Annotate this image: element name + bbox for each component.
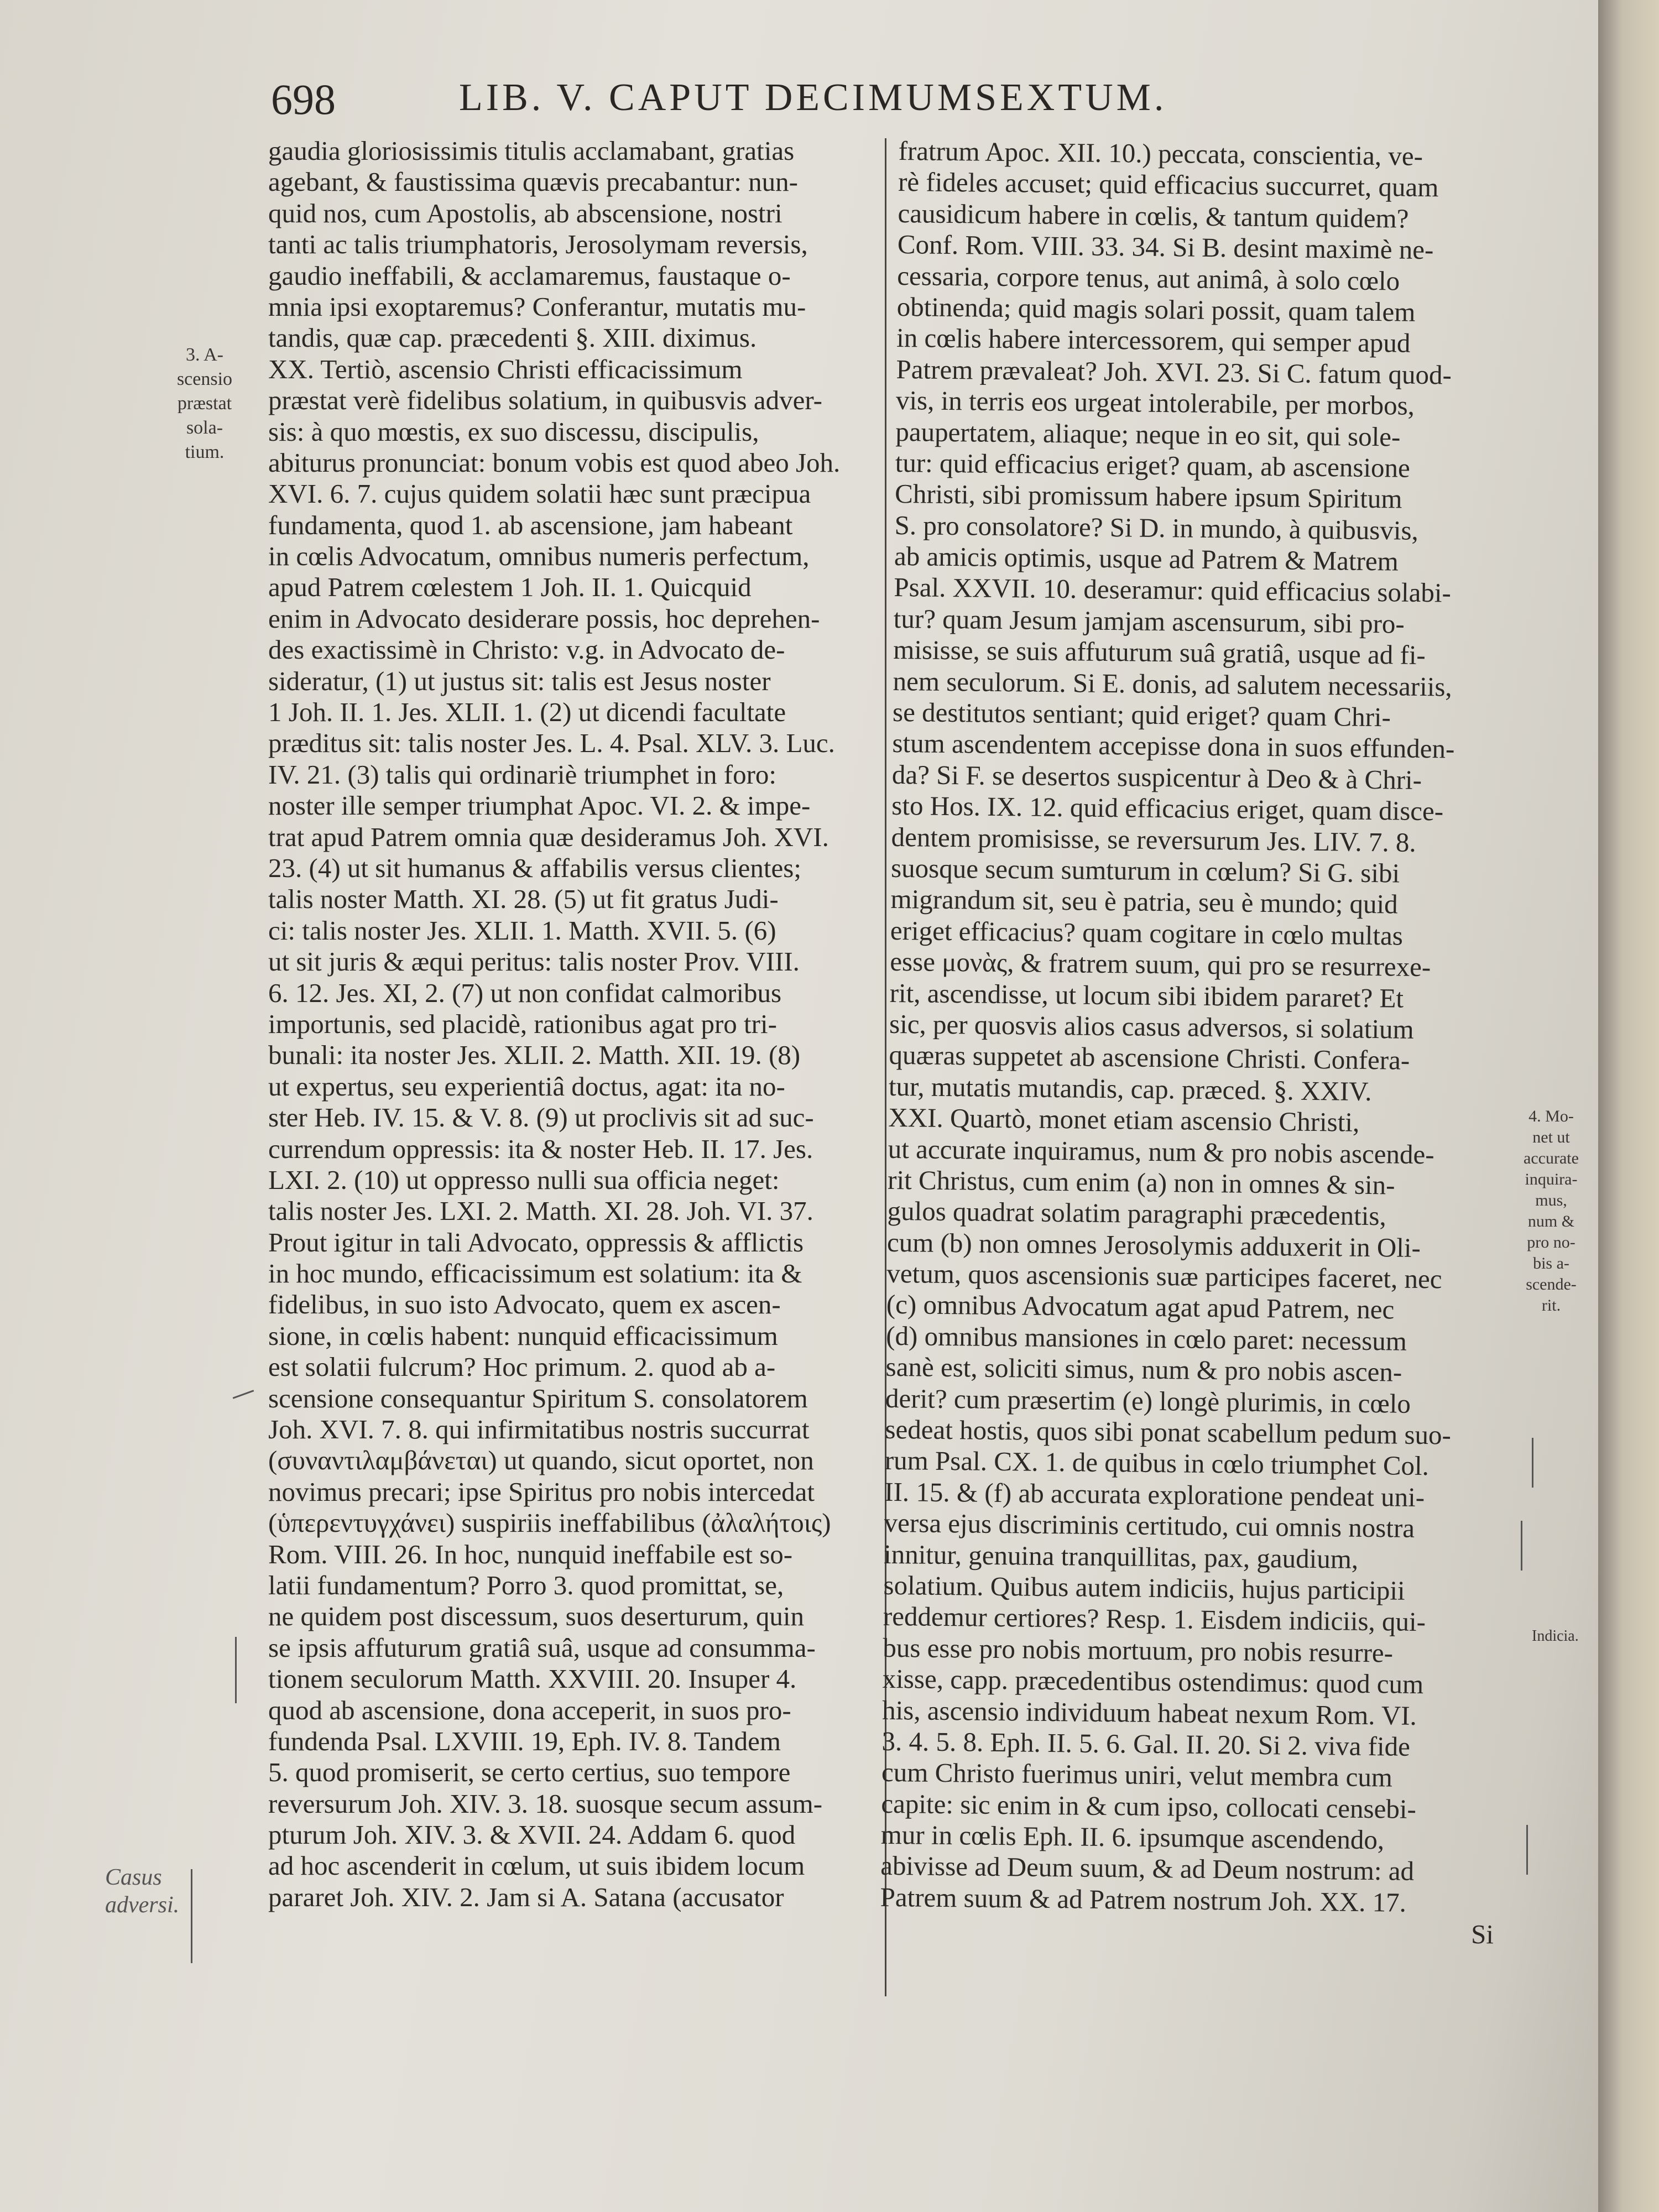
pencil-mark-right-3 [1526, 1825, 1528, 1875]
left-column-line: bunali: ita noster Jes. XLII. 2. Matth. XII. 19. (8) [268, 1040, 801, 1071]
left-column-line: tionem seculorum Matth. XXVIII. 20. Insuper 4. [268, 1663, 797, 1694]
right-column-line: cum Christo fuerimus uniri, velut membra cum [881, 1757, 1393, 1793]
left-text-column [268, 135, 877, 1913]
left-column-line: præditus sit: talis noster Jes. L. 4. Psal. XLV. 3. Luc. [268, 728, 835, 759]
right-column-line: II. 15. & (f) ab accurata exploratione pendeat uni- [884, 1476, 1425, 1512]
left-column-line: apud Patrem cœlestem 1 Joh. II. 1. Quicquid [268, 572, 752, 603]
right-column-line: dentem promisisse, se reversurum Jes. LIV. 7. 8. [891, 821, 1416, 858]
left-column-line: ut expertus, seu experientiâ doctus, agat: ita no- [268, 1071, 785, 1102]
right-column-line: tur: quid efficacius eriget? quam, ab ascensione [895, 447, 1411, 483]
left-column-line: XX. Tertiò, ascensio Christi efficacissimum [268, 353, 743, 384]
right-column-line: obtinenda; quid magis solari possit, quam talem [896, 291, 1416, 327]
left-column-line: scensione consequantur Spiritum S. consolatorem [268, 1383, 808, 1413]
left-column-line: Prout igitur in tali Advocato, oppressis & afflictis [268, 1227, 804, 1258]
left-column-line: novimus precari; ipse Spiritus pro nobis intercedat [268, 1476, 815, 1507]
right-column-line: nem seculorum. Si E. donis, ad salutem necessariis, [893, 665, 1453, 702]
left-column-line: fundenda Psal. LXVIII. 19, Eph. IV. 8. Tandem [268, 1725, 781, 1756]
binding-edge [1598, 0, 1659, 2212]
right-column-line: versa ejus discriminis certitudo, cui omnis nostra [884, 1507, 1415, 1544]
left-column-line: IV. 21. (3) talis qui ordinariè triumphet in foro: [268, 759, 777, 790]
left-column-line: currendum oppressis: ita & noster Heb. II. 17. Jes. [268, 1133, 813, 1164]
left-column-line: tandis, quæ cap. præcedenti §. XIII. diximus. [268, 322, 757, 353]
left-column-line: sideratur, (1) ut justus sit: talis est Jesus noster [268, 665, 771, 696]
left-column-line: fundamenta, quod 1. ab ascensione, jam habeant [268, 509, 793, 540]
right-column-line: stum ascendentem accepisse dona in suos effunden- [892, 728, 1455, 765]
margin-note-solatium: 3. A- scensio præstat sola- tium. [176, 345, 233, 462]
right-column-line: sedeat hostis, quos sibi ponat scabellum pedum suo- [885, 1413, 1452, 1451]
right-column-line: rit Christus, cum enim (a) non in omnes & sin- [887, 1164, 1395, 1201]
left-column-line: noster ille semper triumphat Apoc. VI. 2. & impe- [268, 790, 811, 821]
left-column-line: ci: talis noster Jes. XLII. 1. Matth. XVII. 5. (6) [268, 915, 776, 946]
left-column-line: sione, in cœlis habent: nunquid efficacissimum [268, 1320, 778, 1351]
left-column-line: LXI. 2. (10) ut oppresso nulli sua officia neget: [268, 1164, 780, 1195]
left-column-line: sis: à quo mœstis, ex suo discessu, discipulis, [268, 416, 759, 447]
left-column-line: fidelibus, in suo isto Advocato, quem ex ascen- [268, 1289, 781, 1320]
pencil-mark-right-1 [1532, 1438, 1533, 1488]
right-column-line: rit, ascendisse, ut locum sibi ibidem pararet? Et [889, 977, 1404, 1014]
right-column-line: misisse, se suis affuturum suâ gratiâ, usque ad fi- [893, 634, 1426, 671]
left-column-line: tanti ac talis triumphatoris, Jerosolymam reversis, [268, 229, 808, 260]
left-column-line: latii fundamentum? Porro 3. quod promittat, se, [268, 1569, 784, 1600]
right-column-line: cessaria, corpore tenus, aut animâ, à solo cœlo [897, 260, 1400, 296]
left-column-line: 6. 12. Jes. XI, 2. (7) ut non confidat calmoribus [268, 977, 782, 1008]
pencil-bracket-casus [191, 1869, 192, 1963]
right-column-line: sanè est, soliciti simus, num & pro nobis ascen- [885, 1352, 1402, 1387]
right-column-line: XXI. Quartò, monet etiam ascensio Christi, [888, 1102, 1360, 1138]
left-column-line: gaudia gloriosissimis titulis acclamabant, gratias [268, 135, 795, 166]
pencil-bracket-left [235, 1637, 237, 1703]
left-column-line: trat apud Patrem omnia quæ desideramus Joh. XVI. [268, 821, 829, 852]
pencil-mark-left-1 [233, 1390, 254, 1399]
left-column-line: ad hoc ascenderit in cœlum, ut suis ibidem locum [268, 1850, 805, 1881]
left-column-line: in cœlis Advocatum, omnibus numeris perfectum, [268, 541, 810, 572]
left-column-line: enim in Advocato desiderare possis, hoc deprehen- [268, 603, 820, 634]
left-column-line: importunis, sed placidè, rationibus agat pro tri- [268, 1008, 777, 1039]
right-column-line: tur, mutatis mutandis, cap. præced. §. XXIV. [888, 1071, 1372, 1107]
left-column-line: in hoc mundo, efficacissimum est solatium: ita & [268, 1258, 802, 1289]
right-column-line: 3. 4. 5. 8. Eph. II. 5. 6. Gal. II. 20. Si 2. viva fide [881, 1725, 1411, 1762]
left-column-line: 1 Joh. II. 1. Jes. XLII. 1. (2) ut dicendi facultate [268, 697, 786, 728]
right-column-line: reddemur certiores? Resp. 1. Eisdem indiciis, qui- [883, 1601, 1426, 1637]
left-column-line: ne quidem post discessum, suos deserturum, quin [268, 1601, 805, 1632]
left-column-line: Rom. VIII. 26. In hoc, nunquid ineffabile est so- [268, 1538, 793, 1569]
right-column-line: quæras suppetet ab ascensione Christi. Confera- [889, 1040, 1410, 1076]
right-column-line: cum (b) non omnes Jerosolymis adduxerit in Oli- [886, 1227, 1421, 1263]
right-column-line: ab amicis optimis, usque ad Patrem & Matrem [894, 541, 1399, 577]
right-column-line: Christi, sibi promissum habere ipsum Spiritum [894, 478, 1402, 514]
right-column-line: (c) omnibus Advocatum agat apud Patrem, nec [886, 1289, 1395, 1325]
left-column-line: est solatii fulcrum? Hoc primum. 2. quod ab a- [268, 1352, 776, 1383]
page-header [271, 64, 1305, 124]
right-column-line: ut accurate inquiramus, num & pro nobis ascende- [888, 1133, 1434, 1170]
right-column-line: se destitutos sentiant; quid eriget? quam Chri- [892, 696, 1391, 733]
left-column-line: (ὑπερεντυγχάνει) suspiriis ineffabilibus (ἀλαλήτοις) [268, 1507, 831, 1538]
right-column-line: rum Psal. CX. 1. de quibus in cœlo triumphet Col. [884, 1445, 1430, 1481]
right-column-line: rè fideles accuset; quid efficacius succurret, quam [898, 166, 1439, 203]
left-column-line: 5. quod promiserit, se certo certius, suo tempore [268, 1757, 791, 1788]
left-column-line: reversurum Joh. XIV. 3. 18. suosque secum assum- [268, 1788, 823, 1819]
left-column-line: ut sit juris & æqui peritus: talis noster Prov. VIII. [268, 946, 800, 977]
left-column-line: quid nos, cum Apostolis, ab abscensione, nostri [268, 197, 782, 228]
left-column-line: (συναντιλαμβάνεται) ut quando, sicut oportet, non [268, 1445, 814, 1476]
left-column-line: des exactissimè in Christo: v.g. in Advocato de- [268, 634, 785, 665]
right-column-line: Psal. XXVII. 10. deseramur: quid efficacius solabi- [894, 572, 1452, 608]
pencil-mark-right-2 [1521, 1521, 1522, 1571]
right-column-line: fratrum Apoc. XII. 10.) peccata, conscientia, ve- [898, 135, 1423, 171]
right-column-line: sto Hos. IX. 12. quid efficacius eriget, quam disce- [891, 790, 1444, 827]
right-column-line: (d) omnibus mansiones in cœlo paret: necessum [885, 1320, 1407, 1357]
right-text-column [880, 135, 1512, 1950]
left-column-line: talis noster Matth. XI. 28. (5) ut fit gratus Judi- [268, 884, 779, 915]
left-column-line: Joh. XVI. 7. 8. qui infirmitatibus nostris succurrat [268, 1414, 810, 1445]
margin-note-indicia: Indicia. [1532, 1627, 1579, 1645]
left-column-line: mnia ipsi exoptaremus? Conferantur, mutatis mu- [268, 291, 806, 322]
left-column-line: pararet Joh. XIV. 2. Jam si A. Satana (accusator [268, 1881, 784, 1912]
right-column-line: capite: sic enim in & cum ipso, collocati censebi- [881, 1788, 1417, 1824]
right-column-line: solatium. Quibus autem indiciis, hujus participii [883, 1569, 1405, 1606]
catchword: Si [1470, 1919, 1494, 1950]
left-column-line: se ipsis affuturum gratiâ suâ, usque ad consumma- [268, 1632, 816, 1663]
left-column-line: XVI. 6. 7. cujus quidem solatii hæc sunt præcipua [268, 478, 811, 509]
right-column-line: causidicum habere in cœlis, & tantum quidem? [898, 197, 1409, 234]
right-column-line: abivisse ad Deum suum, & ad Deum nostrum: ad [880, 1850, 1415, 1887]
left-column-line: præstat verè fidelibus solatium, in quibusvis adver- [268, 385, 822, 416]
right-column-line: paupertatem, aliaque; neque in eo sit, qui sole- [895, 416, 1401, 452]
right-column-line: esse μονὰς, & fratrem suum, qui pro se resurrexe- [890, 946, 1431, 983]
right-column-line: innitur, genuina tranquillitas, pax, gaudium, [883, 1538, 1359, 1574]
page-number: 698 [271, 75, 336, 123]
margin-note-monet: 4. Mo- net ut accurate inquira- mus, num & pro no- bis a- scende- rit. [1524, 1107, 1579, 1314]
right-column-line: eriget efficacius? quam cogitare in cœlo multas [890, 915, 1404, 951]
right-column-line: migrandum sit, seu è patria, seu è mundo; quid [890, 884, 1398, 920]
right-column-line: xisse, capp. præcedentibus ostendimus: quod cum [882, 1663, 1424, 1700]
right-column-line: S. pro consolatore? Si D. in mundo, à quibusvis, [894, 509, 1419, 546]
right-column-line: Patrem prævaleat? Joh. XVI. 23. Si C. fatum quod- [896, 353, 1452, 390]
right-column-line: in cœlis habere intercessorem, qui semper apud [896, 322, 1411, 359]
left-column-line: talis noster Jes. LXI. 2. Matth. XI. 28. Joh. VI. 37. [268, 1196, 813, 1227]
right-column-line: Conf. Rom. VIII. 33. 34. Si B. desint maximè ne- [897, 229, 1434, 265]
right-column-line: vetum, quos ascensionis suæ participes faceret, nec [886, 1258, 1442, 1295]
left-column-line: agebant, & faustissima quævis precabantur: nun- [268, 166, 798, 197]
right-column-line: his, ascensio individuum habeat nexum Rom. VI. [881, 1694, 1417, 1731]
right-column-line: da? Si F. se desertos suspicentur à Deo & à Chri- [891, 759, 1422, 795]
left-column-line: pturum Joh. XIV. 3. & XVII. 24. Addam 6. quod [268, 1819, 796, 1850]
right-column-line: gulos quadrat solatim paragraphi præcedentis, [887, 1196, 1387, 1232]
right-column-line: derit? cum præsertim (e) longè plurimis, in cœlo [885, 1383, 1411, 1419]
right-column-line: sic, per quosvis alios casus adversos, si solatium [889, 1008, 1415, 1045]
right-column-line: vis, in terris eos urgeat intolerabile, per morbos, [895, 385, 1415, 421]
right-column-line: suosque secum sumturum in cœlum? Si G. sibi [890, 852, 1400, 889]
left-column-line: gaudio ineffabili, & acclamaremus, faustaque o- [268, 260, 791, 291]
left-column-line: abiturus pronunciat: bonum vobis est quod abeo Joh. [268, 447, 841, 478]
left-column-line: 23. (4) ut sit humanus & affabilis versus clientes; [268, 852, 801, 883]
right-column-line: mur in cœlis Eph. II. 6. ipsumque ascendendo, [880, 1819, 1385, 1855]
running-title: LIB. V. CAPUT DECIMUMSEXTUM. [459, 76, 1167, 119]
left-column-line: ster Heb. IV. 15. & V. 8. (9) ut proclivis sit ad suc- [268, 1102, 814, 1133]
left-column-line: quod ab ascensione, dona acceperit, in suos pro- [268, 1694, 791, 1725]
margin-note-casus-adversi: Casus adversi. [105, 1865, 180, 1918]
right-column-line: Patrem suum & ad Patrem nostrum Joh. XX. 17. [880, 1881, 1407, 1918]
right-column-line: tur? quam Jesum jamjam ascensurum, sibi pro- [893, 603, 1405, 639]
right-column-line: bus esse pro nobis mortuum, pro nobis resurre- [883, 1632, 1394, 1668]
